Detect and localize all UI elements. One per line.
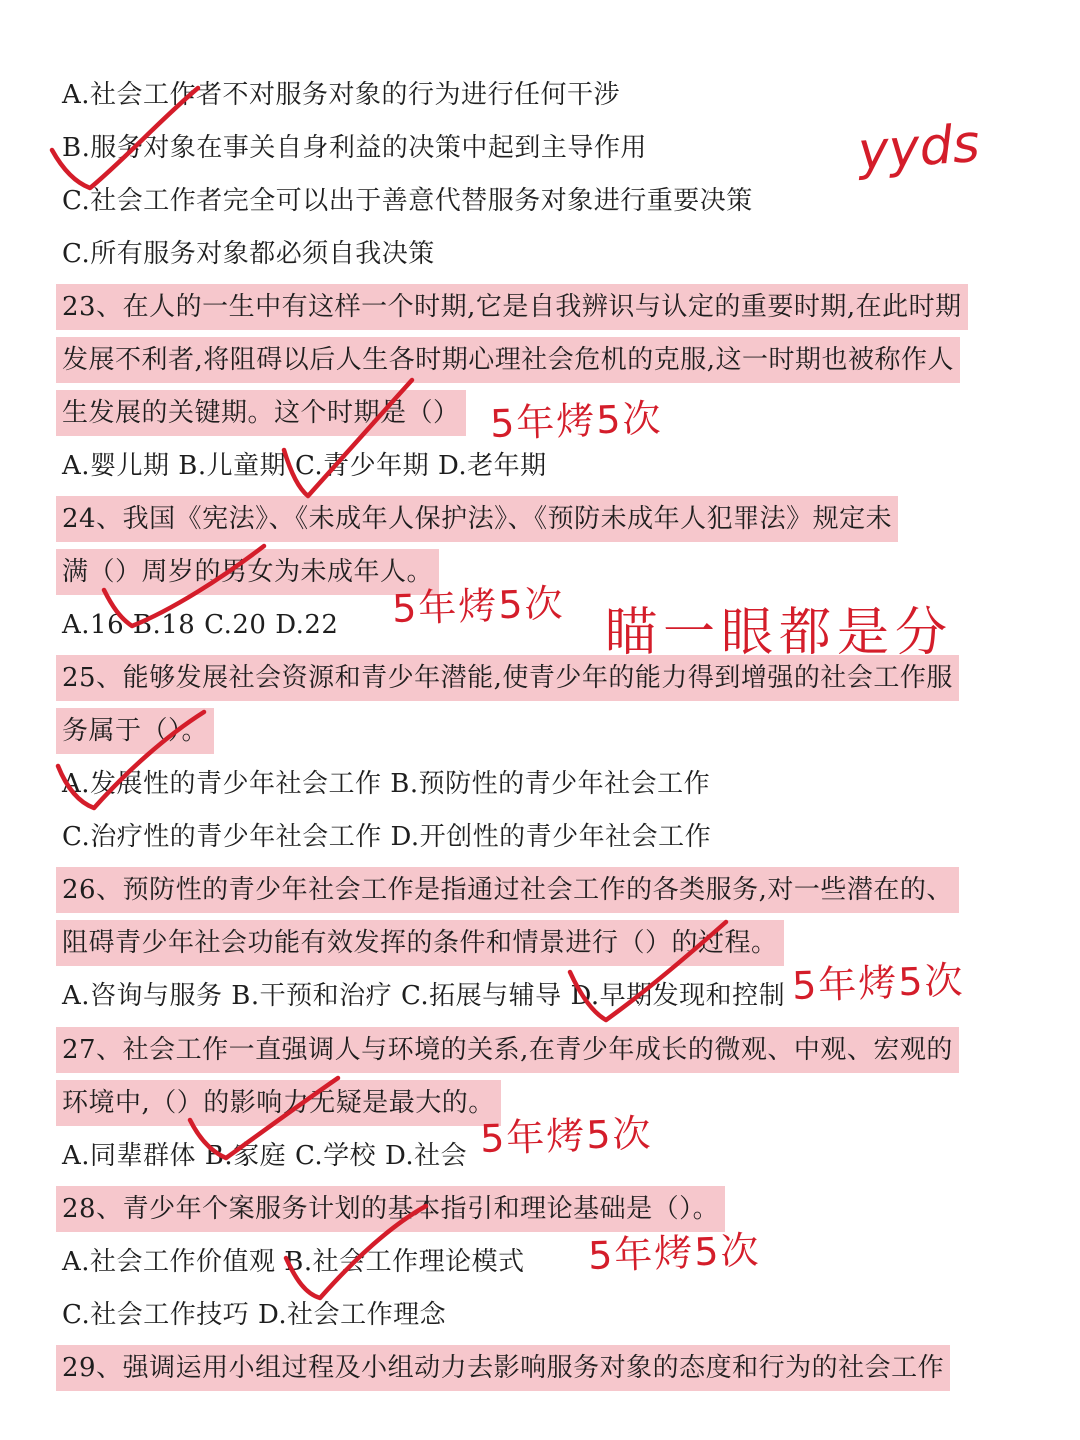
question-line: 生发展的关键期。这个时期是（） bbox=[56, 390, 466, 436]
question-line: 26、预防性的青少年社会工作是指通过社会工作的各类服务,对一些潜在的、 bbox=[56, 867, 959, 913]
option-line: A.社会工作者不对服务对象的行为进行任何干涉 bbox=[62, 80, 621, 110]
question-line: 23、在人的一生中有这样一个时期,它是自我辨识与认定的重要时期,在此时期 bbox=[56, 284, 968, 330]
option-line: A.社会工作价值观 B.社会工作理论模式 bbox=[62, 1247, 525, 1277]
handwritten-note: 5年烤5次 bbox=[479, 1111, 654, 1161]
handwritten-note: 5年烤5次 bbox=[587, 1228, 762, 1278]
question-line: 环境中,（）的影响力无疑是最大的。 bbox=[56, 1080, 501, 1126]
question-line: 28、青少年个案服务计划的基本指引和理论基础是（）。 bbox=[56, 1186, 725, 1232]
question-line: 29、强调运用小组过程及小组动力去影响服务对象的态度和行为的社会工作 bbox=[56, 1345, 950, 1391]
option-line: A.16 B.18 C.20 D.22 bbox=[62, 610, 339, 640]
option-line: A.发展性的青少年社会工作 B.预防性的青少年社会工作 bbox=[62, 769, 711, 799]
question-line: 发展不利者,将阻碍以后人生各时期心理社会危机的克服,这一时期也被称作人 bbox=[56, 337, 960, 383]
handwritten-note: 5年烤5次 bbox=[391, 581, 566, 631]
option-line: A.同辈群体 B.家庭 C.学校 D.社会 bbox=[62, 1141, 468, 1171]
handwritten-yyds: yyds bbox=[856, 113, 982, 183]
handwritten-note: 5年烤5次 bbox=[489, 396, 664, 446]
option-line: C.所有服务对象都必须自我决策 bbox=[62, 239, 435, 269]
question-line: 24、我国《宪法》、《未成年人保护法》、《预防未成年人犯罪法》规定未 bbox=[56, 496, 898, 542]
option-line: A.婴儿期 B.儿童期 C.青少年期 D.老年期 bbox=[62, 451, 547, 481]
question-line: 阻碍青少年社会功能有效发挥的条件和情景进行（）的过程。 bbox=[56, 920, 784, 966]
option-line: C.社会工作技巧 D.社会工作理念 bbox=[62, 1300, 447, 1330]
question-line: 27、社会工作一直强调人与环境的关系,在青少年成长的微观、中观、宏观的 bbox=[56, 1027, 959, 1073]
option-line: A.咨询与服务 B.干预和治疗 C.拓展与辅导 D.早期发现和控制 bbox=[62, 981, 786, 1011]
handwritten-note-big: 瞄一眼都是分 bbox=[605, 603, 954, 663]
option-line: B.服务对象在事关自身利益的决策中起到主导作用 bbox=[62, 133, 647, 163]
option-line: C.治疗性的青少年社会工作 D.开创性的青少年社会工作 bbox=[62, 822, 712, 852]
question-line: 满（）周岁的男女为未成年人。 bbox=[56, 549, 439, 595]
option-line: C.社会工作者完全可以出于善意代替服务对象进行重要决策 bbox=[62, 186, 753, 216]
question-line: 务属于（）。 bbox=[56, 708, 214, 754]
handwritten-note: 5年烤5次 bbox=[791, 958, 966, 1008]
question-line: 25、能够发展社会资源和青少年潜能,使青少年的能力得到增强的社会工作服 bbox=[56, 655, 959, 701]
